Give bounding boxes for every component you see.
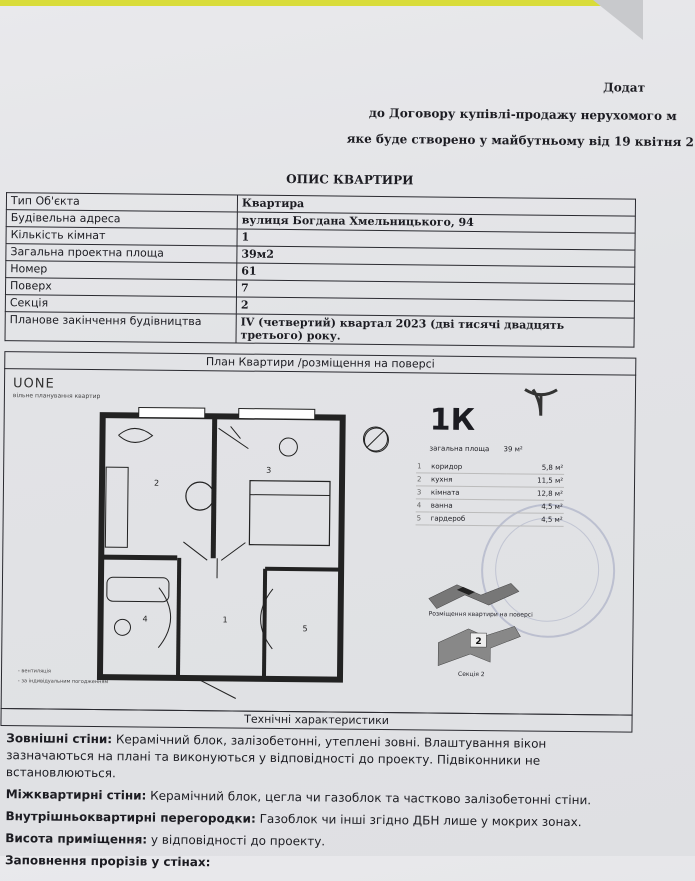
plant-icon [218, 426, 248, 448]
spec-value: 61 [237, 263, 635, 284]
wall-kitchen-bath [101, 557, 177, 558]
tech-text: Керамічний блок, цегла чи газоблок та частково залізобетонні стіни. [146, 789, 591, 808]
room-number-3: 3 [266, 466, 271, 475]
window-room [239, 409, 315, 420]
tech-item [6, 786, 626, 809]
room-area: 11,5 м² [506, 474, 564, 488]
spec-value: 7 [236, 280, 634, 301]
floor-plan-drawing [96, 407, 349, 700]
spec-key: Загальна проектна площа [6, 244, 237, 263]
room-num: 5 [416, 512, 430, 525]
room-name: кухня [430, 473, 506, 487]
legend-ventilation: - вентиляція [18, 668, 51, 674]
dining-table-icon [186, 482, 214, 510]
apartment-type: 1К [430, 403, 476, 438]
tech-label: Зовнішні стіни: [6, 731, 112, 746]
outer-walls [100, 415, 343, 679]
room-row [416, 512, 564, 527]
bed-icon [249, 481, 330, 546]
tech-label: Міжквартирні стіни: [6, 787, 147, 802]
header-line-2: до Договору купівлі-продажу нерухомого м [369, 106, 677, 123]
total-area-label: загальна площа [429, 445, 489, 454]
spec-value: 39м2 [237, 246, 635, 267]
lounge-chair-icon [118, 428, 152, 442]
plan-heading: План Квартири /розміщення на поверсі [4, 351, 636, 376]
plan-section [1, 368, 637, 716]
compass-icon [360, 424, 390, 454]
total-area-value: 39 м² [503, 445, 522, 453]
spec-key: Будівельна адреса [6, 210, 237, 229]
room-num: 4 [416, 499, 430, 512]
tech-label: Внутрішньоквартирні перегородки: [5, 809, 255, 826]
armchair-icon [279, 438, 297, 456]
tech-item [5, 830, 625, 853]
spec-value: 1 [237, 229, 635, 250]
tech-label: Висота приміщення: [5, 831, 147, 846]
wall-room-wardrobe [265, 569, 341, 570]
tech-text: Керамічний блок, залізобетонні, утеплені зовні. Влаштування вікон зазначаються на плані та виконуються у відповідності до проекту. Підвіконники не встановлюються. [6, 732, 546, 780]
section-number-label: 2 [475, 637, 481, 647]
room-area: 5,8 м² [506, 461, 564, 474]
spec-key: Секція [5, 295, 236, 314]
header-line-3: яке буде створено у майбутньому від 19 квітня 2 [347, 132, 694, 150]
tech-text: Газоблок чи інші згідно ДБН лише у мокрих зонах. [256, 812, 582, 829]
spec-row [5, 312, 634, 348]
room-num: 2 [416, 473, 430, 486]
wall-wardrobe-corridor [264, 569, 265, 679]
section-diagram [434, 623, 524, 670]
tech-heading: Технічні характеристики [0, 708, 632, 733]
room-number-1: 1 [223, 615, 228, 624]
bed-pillow-line [250, 495, 330, 496]
window-kitchen [139, 407, 205, 418]
room-name: гардероб [430, 512, 506, 526]
tech-item [5, 808, 625, 831]
room-name: кімната [430, 486, 506, 500]
room-area-table [416, 460, 565, 527]
wall-bath-corridor [178, 558, 179, 678]
room-number-5: 5 [302, 624, 307, 633]
kitchen-counter-icon [105, 467, 128, 547]
tech-item [6, 730, 627, 787]
brand-subtitle: вільне планування квартир [13, 392, 101, 400]
tech-item [5, 852, 625, 875]
tech-label: Заповнення прорізів у стінах: [5, 853, 211, 869]
room-area: 12,8 м² [506, 487, 564, 501]
wall-kitchen-room [213, 416, 214, 558]
spec-value: вулиця Богдана Хмельницького, 94 [237, 212, 635, 233]
tech-specs [5, 730, 626, 880]
spec-value: Квартира [237, 195, 635, 216]
legend-individual: - за індивідуальним погодженням [18, 678, 108, 685]
floor-location-caption: Розміщення квартири на поверсі [429, 611, 533, 619]
spec-key: Планове закінчення будівництва [5, 312, 236, 343]
document-page [0, 6, 643, 863]
room-area: 4,5 м² [506, 500, 564, 514]
spec-key: Поверх [5, 278, 236, 297]
room-name: коридор [430, 461, 506, 474]
developer-logo-icon [521, 383, 561, 417]
top-edge-strip [0, 0, 643, 6]
header-line-1: Додат [603, 80, 645, 94]
spec-key: Кількість кімнат [6, 227, 237, 246]
room-num: 1 [416, 460, 430, 473]
section-caption: Секція 2 [458, 671, 485, 678]
room-number-2: 2 [154, 479, 159, 488]
apartment-spec-table [4, 192, 636, 348]
spec-value: IV (четвертий) квартал 2023 (дві тисячі двадцять третього) року. [236, 314, 634, 347]
spec-value: 2 [236, 297, 634, 318]
tech-text: у відповідності до проекту. [147, 833, 325, 849]
room-name: ванна [430, 499, 506, 513]
total-area [429, 445, 522, 454]
room-number-4: 4 [143, 615, 148, 624]
spec-key: Номер [6, 261, 237, 280]
document-title: ОПИС КВАРТИРИ [286, 172, 413, 187]
brand-logo-text: UONE [13, 376, 55, 391]
spec-key: Тип Об'єкта [6, 193, 237, 212]
room-num: 3 [416, 486, 430, 499]
toilet-icon [114, 619, 130, 635]
room-area: 4,5 м² [506, 513, 564, 527]
